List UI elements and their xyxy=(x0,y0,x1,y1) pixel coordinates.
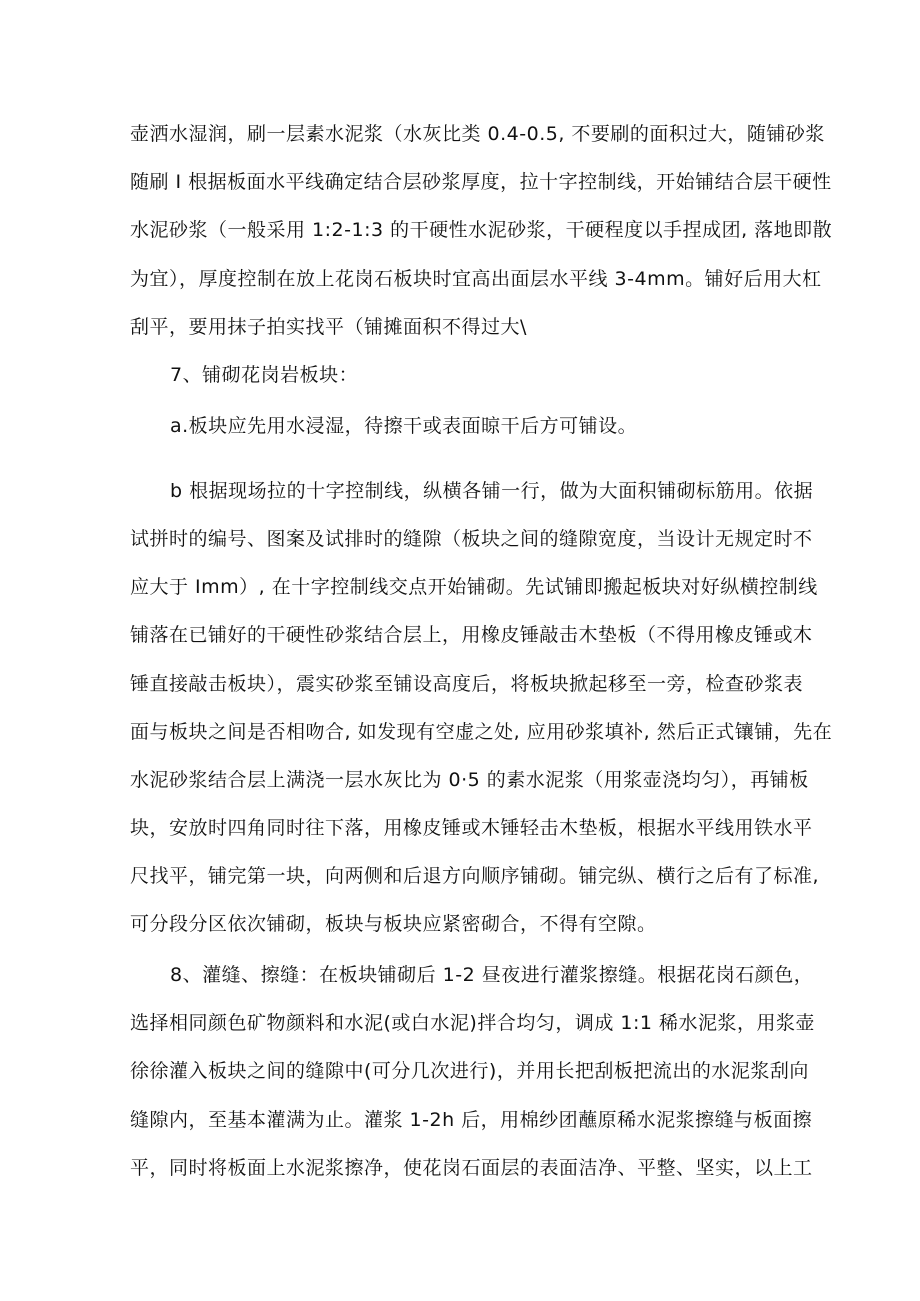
text-line: 铺落在已铺好的干硬性砂浆结合层上，用橡皮锤敲击木垫板（不得用橡皮锤或木 xyxy=(130,624,813,646)
text-line: 面与板块之间是否相吻合, 如发现有空虚之处, 应用砂浆填补, 然后正式镶铺，先在 xyxy=(130,721,833,743)
text-line: 缝隙内，至基本灌满为止。灌浆 1-2h 后，用棉纱团蘸原稀水泥浆擦缝与板面擦 xyxy=(130,1109,813,1131)
section-heading: 7、铺砌花岗岩板块： xyxy=(170,364,359,386)
text-line: 水泥砂浆结合层上满浇一层水灰比为 0·5 的素水泥浆（用浆壶浇均匀），再铺板 xyxy=(130,769,809,791)
text-line: 徐徐灌入板块之间的缝隙中(可分几次进行)，并用长把刮板把流出的水泥浆刮向 xyxy=(130,1060,809,1082)
text-line: 随刷 I 根据板面水平线确定结合层砂浆厚度，拉十字控制线，开始铺结合层干硬性 xyxy=(130,171,832,193)
list-item-a: a.板块应先用水浸湿，待擦干或表面晾干后方可铺设。 xyxy=(170,415,638,437)
text-line: 可分段分区依次铺砌，板块与板块应紧密砌合，不得有空隙。 xyxy=(130,913,657,935)
text-line: 壶洒水湿润，刷一层素水泥浆（水灰比类 0.4-0.5, 不要刷的面积过大，随铺砂浆 xyxy=(130,123,825,145)
text-line: 水泥砂浆（一般采用 1:2-1:3 的干硬性水泥砂浆，干硬程度以手捏成团, 落地即散 xyxy=(130,219,833,241)
text-line: 应大于 Imm）, 在十字控制线交点开始铺砌。先试铺即搬起板块对好纵横控制线 xyxy=(130,576,818,598)
text-line: 锤直接敲击板块），震实砂浆至铺设高度后，将板块掀起移至一旁，检查砂浆表 xyxy=(130,673,804,695)
text-line: 试拼时的编号、图案及试排时的缝隙（板块之间的缝隙宽度，当设计无规定时不 xyxy=(130,528,813,550)
text-line: 平，同时将板面上水泥浆擦净，使花岗石面层的表面洁净、平整、坚实，以上工 xyxy=(130,1157,813,1179)
text-line: 块，安放时四角同时往下落，用橡皮锤或木锤轻击木垫板，根据水平线用铁水平 xyxy=(130,817,813,839)
text-line: 尺找平，铺完第一块，向两侧和后退方向顺序铺砌。铺完纵、横行之后有了标准, xyxy=(130,865,820,887)
text-line: 刮平，要用抹子拍实找平（铺摊面积不得过大\ xyxy=(130,316,527,338)
text-line: 为宜），厚度控制在放上花岗石板块时宜高出面层水平线 3-4mm。铺好后用大杠 xyxy=(130,268,822,290)
text-line: b 根据现场拉的十字控制线，纵横各铺一行，做为大面积铺砌标筋用。依据 xyxy=(170,480,814,502)
text-line: 选择相同颜色矿物颜料和水泥(或白水泥)拌合均匀，调成 1:1 稀水泥浆，用浆壶 xyxy=(130,1012,815,1034)
text-line: 8、灌缝、擦缝：在板块铺砌后 1-2 昼夜进行灌浆擦缝。根据花岗石颜色， xyxy=(170,964,814,986)
